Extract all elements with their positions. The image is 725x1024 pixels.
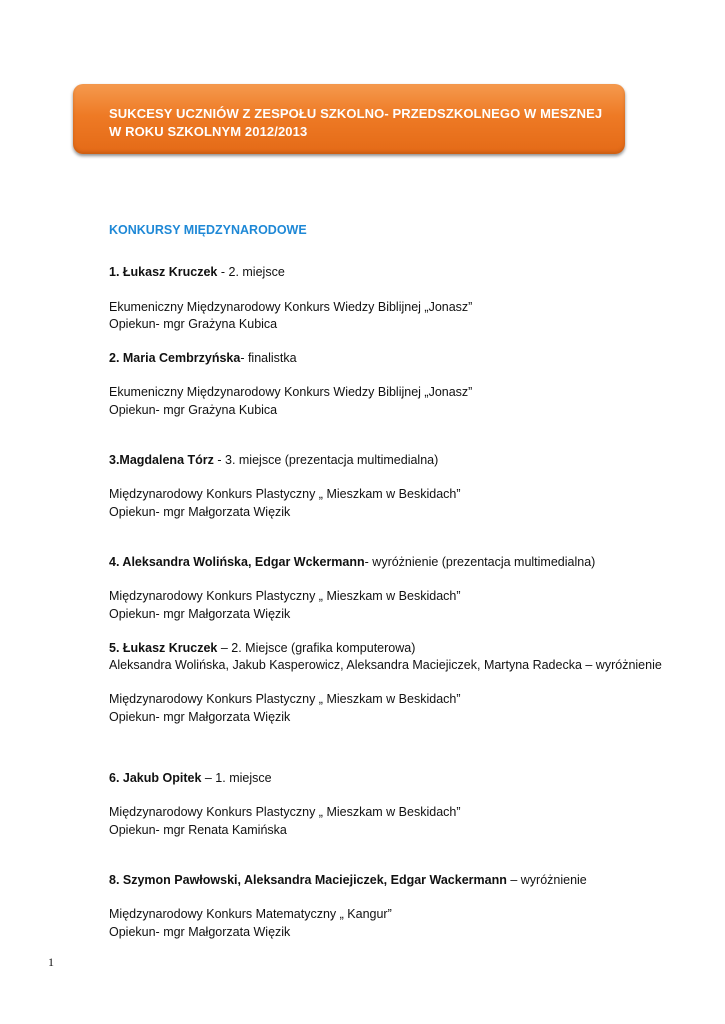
page-number: 1 [48, 955, 54, 969]
entry-name: 5. Łukasz Kruczek [109, 640, 218, 655]
entry-3 [109, 452, 699, 521]
entry-extra: Aleksandra Wolińska, Jakub Kasperowicz, Aleksandra Maciejiczek, Martyna Radecka – wyróżnienie [109, 658, 662, 673]
entry-name: 2. Maria Cembrzyńska [109, 351, 241, 366]
entry-heading [109, 350, 699, 367]
entry-tutor: Opiekun- mgr Małgorzata Więzik [109, 709, 291, 724]
entry-name: 6. Jakub Opitek [109, 771, 202, 786]
entry-heading [109, 264, 699, 281]
entry-result: – 1. miejsce [201, 771, 272, 786]
entry-result: – wyróżnienie [506, 872, 587, 887]
entry-name: 8. Szymon Pawłowski, Aleksandra Maciejiczek, Edgar Wackermann [109, 872, 507, 887]
entry-5 [109, 640, 699, 726]
entry-result: - finalistka [240, 351, 297, 366]
title-line-1: SUKCESY UCZNIÓW Z ZESPOŁU SZKOLNO- PRZEDSZKOLNEGO W MESZNEJ [109, 106, 603, 121]
entry-tutor: Opiekun- mgr Grażyna Kubica [109, 402, 278, 417]
entry-heading [109, 872, 699, 889]
entry-tutor: Opiekun- mgr Małgorzata Więzik [109, 606, 291, 621]
entry-contest: Międzynarodowy Konkurs Matematyczny „ Kangur” [109, 907, 392, 922]
entry-tutor: Opiekun- mgr Grażyna Kubica [109, 316, 278, 331]
document-body [109, 222, 699, 941]
entry-4 [109, 554, 699, 623]
entry-contest: Międzynarodowy Konkurs Plastyczny „ Mieszkam w Beskidach” [109, 805, 461, 820]
entry-result: – 2. Miejsce (grafika komputerowa) [217, 640, 416, 655]
entry-1 [109, 264, 699, 333]
entry-heading [109, 770, 699, 787]
entry-contest: Międzynarodowy Konkurs Plastyczny „ Mieszkam w Beskidach” [109, 487, 461, 502]
title-line-2: W ROKU SZKOLNYM 2012/2013 [109, 124, 308, 139]
entry-contest: Ekumeniczny Międzynarodowy Konkurs Wiedzy Biblijnej „Jonasz” [109, 385, 473, 400]
entry-name: 3.Magdalena Tórz [109, 453, 214, 468]
entry-result: - 2. miejsce [217, 265, 285, 280]
entry-contest: Ekumeniczny Międzynarodowy Konkurs Wiedzy Biblijnej „Jonasz” [109, 299, 473, 314]
section-title: KONKURSY MIĘDZYNARODOWE [109, 223, 307, 237]
entry-result: - 3. miejsce (prezentacja multimedialna) [213, 453, 439, 468]
entry-heading [109, 554, 699, 571]
entry-contest: Międzynarodowy Konkurs Plastyczny „ Mieszkam w Beskidach” [109, 589, 461, 604]
entry-tutor: Opiekun- mgr Renata Kamińska [109, 822, 287, 837]
entry-tutor: Opiekun- mgr Małgorzata Więzik [109, 924, 291, 939]
entry-6 [109, 770, 699, 839]
entry-2 [109, 350, 699, 419]
entry-name: 4. Aleksandra Wolińska, Edgar Wckermann [109, 554, 365, 569]
entry-heading [109, 640, 699, 657]
document-title [109, 105, 605, 141]
entry-name: 1. Łukasz Kruczek [109, 265, 218, 280]
entry-result: - wyróżnienie (prezentacja multimedialna) [364, 554, 596, 569]
title-banner [73, 84, 625, 154]
entry-heading [109, 452, 699, 469]
entry-contest: Międzynarodowy Konkurs Plastyczny „ Mieszkam w Beskidach” [109, 692, 461, 707]
entry-8 [109, 872, 699, 941]
entry-tutor: Opiekun- mgr Małgorzata Więzik [109, 504, 291, 519]
